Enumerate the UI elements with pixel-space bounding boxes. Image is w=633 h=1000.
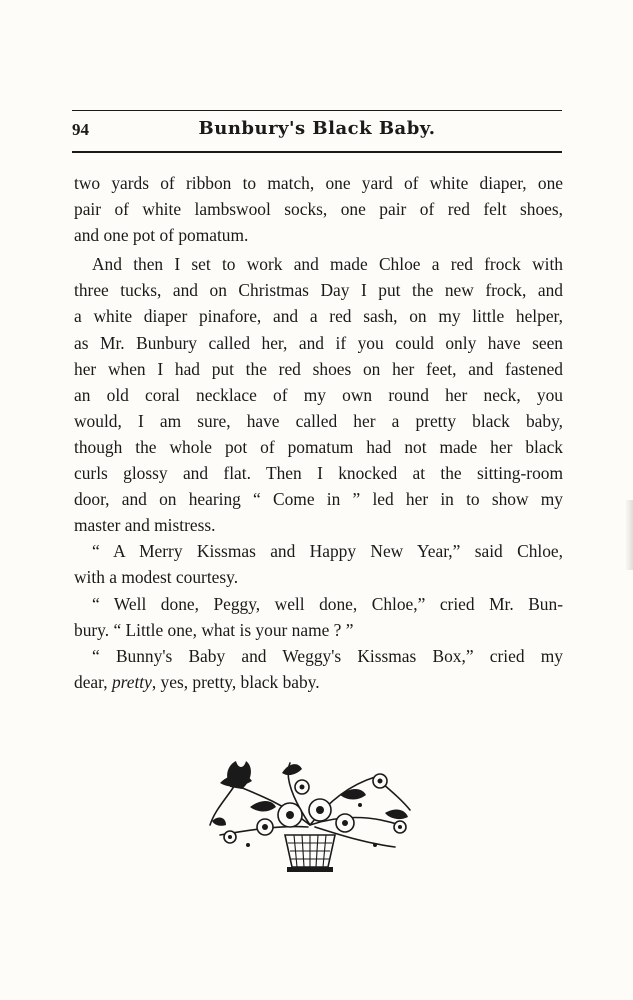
text-line: would, I am sure, have called her a pretty black baby,	[74, 410, 563, 431]
text-line: pair of white lambswool socks, one pair of red felt shoes,	[74, 199, 563, 220]
text-line: “ A Merry Kissmas and Happy New Year,” said Chloe,	[92, 541, 563, 562]
text-line: curls glossy and flat. Then I knocked at the sitting-room	[74, 463, 563, 484]
text-line: “ Well done, Peggy, well done, Chloe,” cried Mr. Bun-	[92, 593, 563, 614]
paragraph	[74, 643, 563, 695]
page-number: 94	[72, 120, 89, 139]
body-text	[74, 170, 563, 695]
header-top-rule	[72, 110, 562, 111]
text-run: dear,	[74, 671, 112, 692]
text-line: master and mistress.	[74, 515, 216, 536]
text-line: two yards of ribbon to match, one yard of white diaper, one	[74, 173, 563, 193]
text-line: a white diaper pinafore, and a red sash, on my little helper,	[74, 306, 563, 327]
text-line: three tucks, and on Christmas Day I put the new frock, and	[74, 280, 563, 301]
paragraph	[74, 538, 563, 590]
paragraph	[74, 251, 563, 538]
text-line	[74, 669, 563, 695]
running-title: Bunbury's Black Baby.	[198, 118, 436, 139]
header-bottom-rule	[72, 151, 562, 153]
text-line: an old coral necklace of my own round her neck, you	[74, 384, 563, 405]
text-line: and one pot of pomatum.	[74, 225, 249, 246]
text-run: , yes, pretty, black baby.	[151, 671, 320, 692]
paragraph	[74, 170, 563, 248]
text-line: with a modest courtesy.	[74, 567, 239, 588]
page-edge-shadow	[625, 500, 633, 570]
text-line: as Mr. Bunbury called her, and if you could only have seen	[74, 332, 563, 353]
text-line: her when I had put the red shoes on her feet, and fastened	[74, 358, 563, 379]
text-line: “ Bunny's Baby and Weggy's Kissmas Box,” cried my	[92, 645, 563, 666]
italic-word: pretty	[111, 671, 152, 692]
text-line: bury. “ Little one, what is your name ? ”	[74, 619, 354, 640]
text-line: though the whole pot of pomatum had not made her black	[74, 436, 563, 457]
flower-basket-icon	[190, 755, 430, 875]
text-line: And then I set to work and made Chloe a red frock with	[92, 254, 563, 275]
paragraph	[74, 591, 563, 643]
text-line: door, and on hearing “ Come in ” led her in to show my	[74, 489, 563, 510]
running-header	[72, 116, 562, 146]
